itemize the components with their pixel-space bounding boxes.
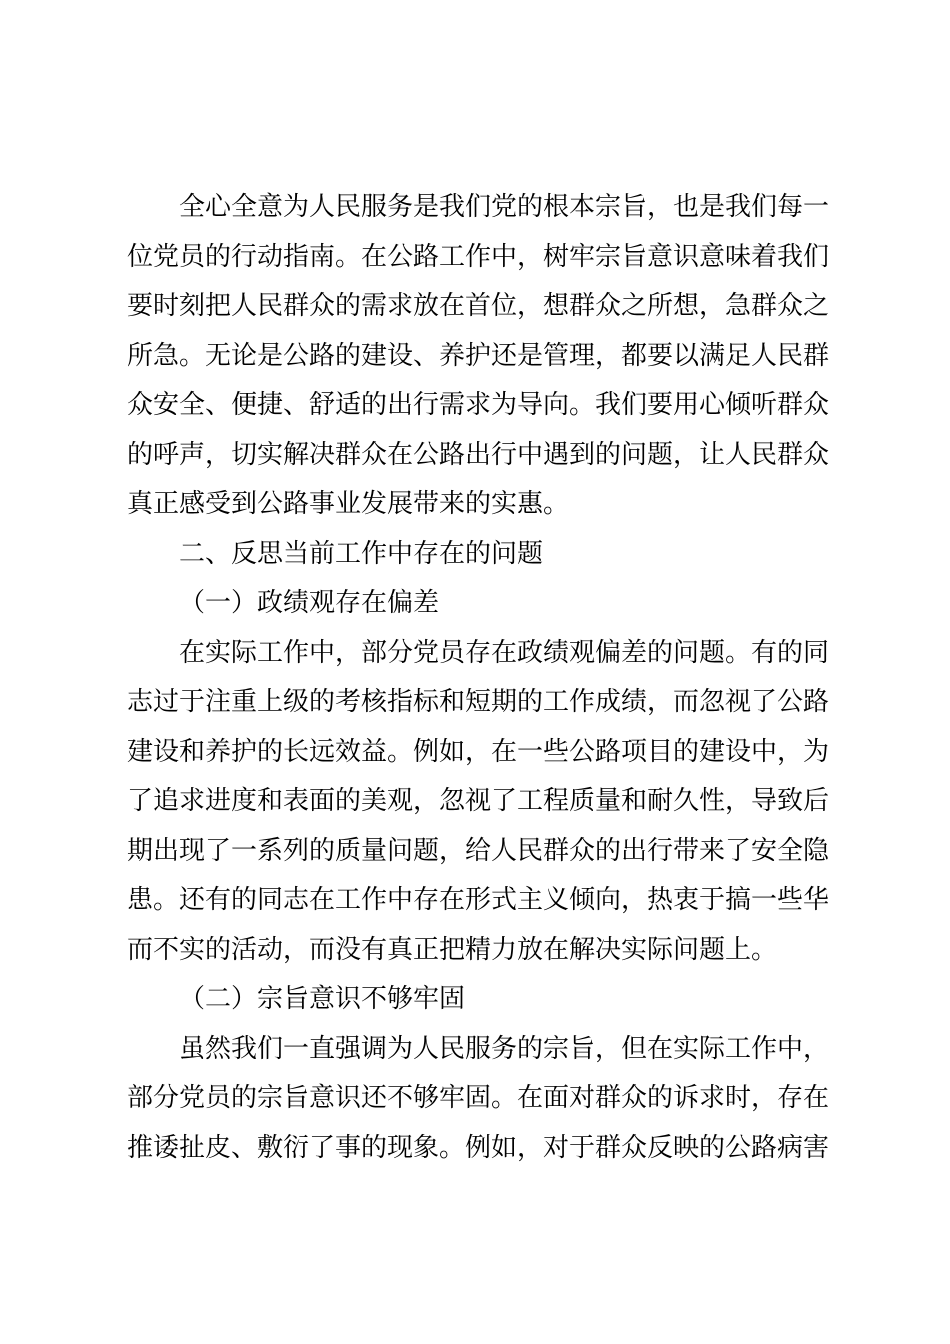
paragraph-purpose: [127, 183, 831, 530]
paragraph-line: 真正感受到公路事业发展带来的实惠。: [127, 489, 570, 519]
paragraph-line: 而不实的活动，而没有真正把精力放在解决实际问题上。: [127, 934, 778, 965]
paragraph-line: 部分党员的宗旨意识还不够牢固。在面对群众的诉求时，存在: [127, 1083, 830, 1113]
section-heading: 二、反思当前工作中存在的问题: [179, 538, 544, 569]
paragraph-line: 患。还有的同志在工作中存在形式主义倾向，热衷于搞一些华: [127, 885, 830, 915]
paragraph-line: 所急。无论是公路的建设、养护还是管理，都要以满足人民群: [127, 340, 830, 371]
paragraph-line: 众安全、便捷、舒适的出行需求为导向。我们要用心倾听群众: [127, 390, 830, 420]
paragraph-line: 志过于注重上级的考核指标和短期的工作成绩，而忽视了公路: [127, 687, 830, 717]
paragraph-line: 的呼声，切实解决群众在公路出行中遇到的问题，让人民群众: [127, 439, 830, 470]
paragraph-purpose-awareness: [127, 1025, 831, 1174]
paragraph-line: 期出现了一系列的质量问题，给人民群众的出行带来了安全隐: [127, 835, 830, 866]
subsection-heading: （一）政绩观存在偏差: [179, 588, 440, 618]
paragraph-line: 了追求进度和表面的美观，忽视了工程质量和耐久性，导致后: [127, 786, 830, 816]
paragraph-line: 要时刻把人民群众的需求放在首位，想群众之所想，急群众之: [127, 291, 830, 321]
paragraph-line: 建设和养护的长远效益。例如，在一些公路项目的建设中，为: [127, 736, 830, 767]
subsection-heading: （二）宗旨意识不够牢固: [179, 984, 466, 1014]
paragraph-line: 位党员的行动指南。在公路工作中，树牢宗旨意识意味着我们: [127, 241, 830, 272]
paragraph-line: 在实际工作中，部分党员存在政绩观偏差的问题。有的同: [179, 637, 830, 668]
paragraph-line: 推诿扯皮、敷衍了事的现象。例如，对于群众反映的公路病害: [127, 1132, 830, 1163]
paragraph-performance-view: [127, 629, 831, 976]
document-body: [127, 183, 831, 1173]
paragraph-line: 全心全意为人民服务是我们党的根本宗旨，也是我们每一: [179, 192, 830, 222]
paragraph-line: 虽然我们一直强调为人民服务的宗旨，但在实际工作中，: [179, 1033, 830, 1064]
